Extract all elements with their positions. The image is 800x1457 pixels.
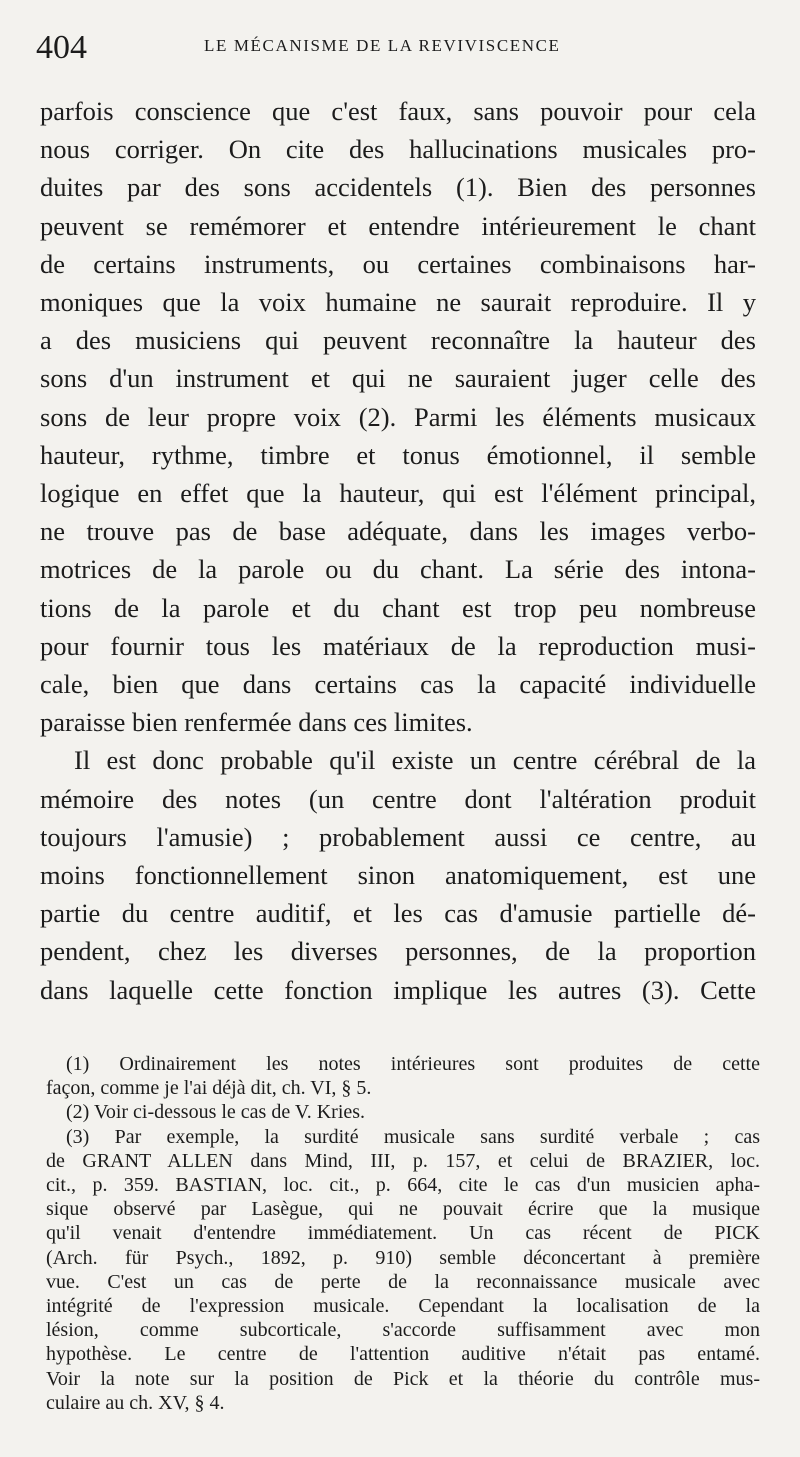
text-line: motrices de la parole ou du chant. La série des intona- [40, 554, 756, 585]
text-line: peuvent se remémorer et entendre intérieurement le chant [40, 210, 756, 241]
footnote-line: lésion, comme subcorticale, s'accorde suffisamment avec mon [46, 1319, 760, 1342]
text-line: logique en effet que la hauteur, qui est l'élément principal, [40, 478, 756, 509]
footnote-line: façon, comme je l'ai déjà dit, ch. VI, § 5. [46, 1077, 372, 1100]
footnote-line: de GRANT ALLEN dans Mind, III, p. 157, et celui de BRAZIER, loc. [46, 1149, 760, 1172]
footnote-line: cit., p. 359. BASTIAN, loc. cit., p. 664, cite le cas d'un musicien apha- [46, 1174, 760, 1197]
text-line: moniques que la voix humaine ne saurait reproduire. Il y [40, 287, 756, 318]
text-line: sons d'un instrument et qui ne sauraient juger celle des [40, 363, 756, 394]
footnote-line: culaire au ch. XV, § 4. [46, 1391, 225, 1414]
footnote-line: hypothèse. Le centre de l'attention auditive n'était pas entamé. [46, 1343, 760, 1366]
text-line: a des musiciens qui peuvent reconnaître la hauteur des [40, 325, 756, 356]
text-line: sons de leur propre voix (2). Parmi les éléments musicaux [40, 401, 756, 432]
footnote-line: sique observé par Lasègue, qui ne pouvait écrire que la musique [46, 1198, 760, 1221]
page-header [36, 28, 770, 68]
footnote-line: Voir la note sur la position de Pick et la théorie du contrôle mus- [46, 1367, 760, 1390]
text-line: ne trouve pas de base adéquate, dans les images verbo- [40, 516, 756, 547]
text-line: cale, bien que dans certains cas la capacité individuelle [40, 669, 756, 700]
text-line: parfois conscience que c'est faux, sans pouvoir pour cela [40, 96, 756, 126]
footnotes [46, 1052, 760, 1415]
body-text [40, 92, 756, 1009]
text-line: toujours l'amusie) ; probablement aussi ce centre, au [40, 821, 756, 852]
running-title: LE MÉCANISME DE LA REVIVISCENCE [204, 36, 561, 55]
footnote-line: qu'il venait d'entendre immédiatement. Un cas récent de PICK [46, 1222, 760, 1245]
text-line: Il est donc probable qu'il existe un centre cérébral de la [74, 745, 756, 776]
footnote-line: (Arch. für Psych., 1892, p. 910) semble déconcertant à première [46, 1246, 760, 1269]
text-line: duites par des sons accidentels (1). Bien des personnes [40, 172, 756, 203]
text-line: moins fonctionnellement sinon anatomiquement, est une [40, 860, 756, 891]
text-line: dans laquelle cette fonction implique les autres (3). Cette [40, 974, 756, 1005]
footnote-line: vue. C'est un cas de perte de la reconnaissance musicale avec [46, 1270, 760, 1293]
text-line: nous corriger. On cite des hallucinations musicales pro- [40, 134, 756, 165]
footnote-line: (3) Par exemple, la surdité musicale sans surdité verbale ; cas [66, 1125, 760, 1148]
footnote-line: (1) Ordinairement les notes intérieures sont produites de cette [66, 1053, 760, 1075]
text-line: partie du centre auditif, et les cas d'amusie partielle dé- [40, 898, 756, 929]
text-line: pour fournir tous les matériaux de la reproduction musi- [40, 630, 756, 661]
footnote-line: intégrité de l'expression musicale. Cependant la localisation de la [46, 1295, 760, 1318]
footnote-line: (2) Voir ci-dessous le cas de V. Kries. [66, 1101, 366, 1124]
text-line: pendent, chez les diverses personnes, de la proportion [40, 936, 756, 967]
text-line: hauteur, rythme, timbre et tonus émotionnel, il semble [40, 439, 756, 470]
text-line: mémoire des notes (un centre dont l'altération produit [40, 783, 756, 814]
text-line: tions de la parole et du chant est trop peu nombreuse [40, 592, 756, 623]
page-number: 404 [36, 29, 87, 66]
text-line: de certains instruments, ou certaines combinaisons har- [40, 248, 756, 279]
text-line: paraisse bien renfermée dans ces limites. [40, 707, 473, 738]
